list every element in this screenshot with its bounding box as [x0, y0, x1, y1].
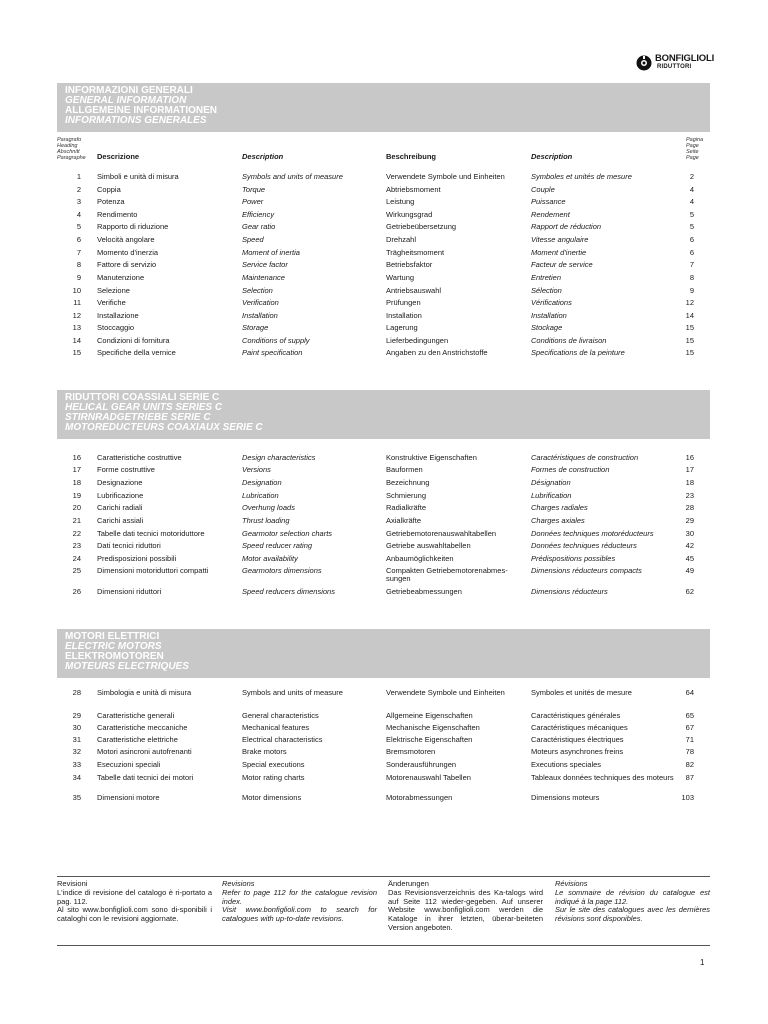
toc-description-en: Moment of inertia [242, 248, 300, 257]
toc-description-fr: Couple [531, 185, 555, 194]
toc-description-en: Designation [242, 478, 282, 487]
toc-page-number: 29 [685, 516, 694, 525]
toc-description-fr: Facteur de service [531, 260, 593, 269]
page-header-it: Pagina [686, 137, 704, 143]
toc-row [57, 504, 710, 517]
toc-page-number: 4 [689, 197, 694, 206]
toc-description-it: Caratteristiche meccaniche [97, 723, 188, 732]
toc-description-en: Mechanical features [242, 723, 310, 732]
toc-description-de: Radialkräfte [386, 503, 427, 512]
paragraph-header-en: Heading [57, 143, 78, 149]
toc-page-number: 49 [685, 566, 694, 575]
toc-row [57, 198, 710, 211]
toc-description-fr: Executions speciales [531, 760, 602, 769]
revisions-heading-de: Änderungen [388, 879, 429, 888]
toc-paragraph-number: 3 [76, 197, 81, 206]
toc-page-number: 15 [685, 323, 694, 332]
toc-description-en: Power [242, 197, 264, 206]
toc-page-number: 5 [689, 222, 694, 231]
section-title-de: ELEKTROMOTOREN [65, 651, 164, 662]
toc-description-it: Manutenzione [97, 273, 145, 282]
toc-description-de: Getriebeübersetzung [386, 222, 457, 231]
toc-description-fr: Caractéristiques mécaniques [531, 723, 628, 732]
toc-row [57, 794, 710, 807]
toc-paragraph-number: 31 [72, 735, 81, 744]
toc-description-de: Motorenauswahl Tabellen [386, 773, 471, 782]
page-number: 1 [700, 958, 705, 967]
toc-paragraph-number: 25 [72, 566, 81, 575]
revisions-de [388, 880, 543, 933]
toc-paragraph-number: 14 [72, 336, 81, 345]
toc-page-number: 67 [685, 723, 694, 732]
toc-description-fr: Symboles et unités de mesure [531, 688, 632, 697]
section-title-en: ELECTRIC MOTORS [65, 641, 162, 652]
section-title-en: GENERAL INFORMATION [65, 95, 187, 106]
paragraph-header-fr: Paragraphe [57, 155, 86, 161]
toc-description-it: Condizioni di fornitura [97, 336, 170, 345]
brand-sub: RIDUTTORI [657, 64, 692, 70]
revisions-text-en-2: Visit www.bonfiglioli.com to search for catalogues with up-to-date revisions. [222, 905, 377, 924]
toc-description-en: Conditions of supply [242, 336, 310, 345]
toc-row [57, 274, 710, 287]
toc-page-number: 18 [685, 478, 694, 487]
toc-page-number: 30 [685, 529, 694, 538]
toc-paragraph-number: 21 [72, 516, 81, 525]
toc-description-fr: Caractéristiques générales [531, 711, 621, 720]
toc-description-it: Designazione [97, 478, 143, 487]
toc-description-fr: Données techniques réducteurs [531, 541, 637, 550]
toc-description-it: Potenza [97, 197, 125, 206]
toc-description-it: Motori asincroni autofrenanti [97, 747, 192, 756]
toc-description-it: Forme costruttive [97, 465, 155, 474]
toc-description-de: Installation [386, 311, 422, 320]
toc-paragraph-number: 34 [72, 773, 81, 782]
toc-description-en: Speed [242, 235, 264, 244]
toc-description-fr: Vérifications [531, 298, 572, 307]
toc-description-en: Efficiency [242, 210, 275, 219]
toc-description-en: General characteristics [242, 711, 319, 720]
toc-description-fr: Conditions de livraison [531, 336, 607, 345]
toc-paragraph-number: 30 [72, 723, 81, 732]
toc-paragraph-number: 11 [73, 298, 81, 307]
toc-paragraph-number: 16 [72, 453, 81, 462]
toc-description-fr: Caractéristiques électriques [531, 735, 624, 744]
toc-description-en: Design characteristics [242, 453, 316, 462]
revisions-text-fr-2: Sur le site des catalogues avec les dernières révisions sont disponibles. [555, 905, 710, 924]
toc-description-it: Carichi radiali [97, 503, 143, 512]
toc-page-number: 5 [689, 210, 694, 219]
toc-description-fr: Symboles et unités de mesure [531, 172, 632, 181]
toc-paragraph-number: 29 [72, 711, 81, 720]
toc-paragraph-number: 17 [72, 465, 81, 474]
toc-description-de: Bezeichnung [386, 478, 430, 487]
toc-page-number: 65 [685, 711, 694, 720]
revisions-bottom-rule [57, 945, 710, 946]
toc-description-en: Lubrication [242, 491, 279, 500]
toc-paragraph-number: 23 [72, 541, 81, 550]
toc-description-en: Motor availability [242, 554, 298, 563]
toc-description-fr: Rapport de réduction [531, 222, 602, 231]
toc-description-it: Rapporto di riduzione [97, 222, 169, 231]
toc-description-en: Torque [242, 185, 266, 194]
toc-page-number: 28 [685, 503, 694, 512]
toc-description-en: Verification [242, 298, 279, 307]
toc-description-fr: Sélection [531, 286, 562, 295]
section-title-it: INFORMAZIONI GENERALI [65, 85, 193, 96]
toc-page-number: 17 [685, 465, 694, 474]
toc-description-de: Betriebsfaktor [386, 260, 433, 269]
toc-description-en: Brake motors [242, 747, 287, 756]
toc-description-de: Lieferbedingungen [386, 336, 449, 345]
toc-paragraph-number: 6 [76, 235, 81, 244]
revisions-text-fr-1: Le sommaire de révision du catalogue est indiqué à la page 112. [555, 887, 710, 906]
toc-paragraph-number: 5 [76, 222, 81, 231]
toc-row [57, 689, 710, 702]
toc-description-de: Prüfungen [386, 298, 421, 307]
paragraph-header-de: Abschnitt [57, 149, 80, 155]
revisions-it [57, 880, 212, 924]
toc-description-de: Anbaumöglichkeiten [386, 554, 454, 563]
column-header-it: Descrizione [97, 152, 140, 161]
toc-description-de: Verwendete Symbole und Einheiten [386, 688, 505, 697]
brand-logo [636, 53, 714, 73]
toc-paragraph-number: 1 [76, 172, 81, 181]
brand-name: BONFIGLIOLI [655, 53, 715, 64]
toc-description-de: Schmierung [386, 491, 427, 500]
toc-paragraph-number: 7 [76, 248, 81, 257]
toc-description-de: Antriebsauswahl [386, 286, 442, 295]
toc-description-it: Carichi assiali [97, 516, 144, 525]
toc-description-fr: Formes de construction [531, 465, 610, 474]
toc-page-number: 15 [685, 348, 694, 357]
toc-row [57, 261, 710, 274]
toc-description-it: Tabelle dati tecnici motoriduttore [97, 529, 205, 538]
toc-description-it: Verifiche [97, 298, 126, 307]
toc-row [57, 299, 710, 312]
toc-paragraph-number: 8 [76, 260, 81, 269]
toc-description-en: Service factor [242, 260, 288, 269]
toc-description-it: Rendimento [97, 210, 138, 219]
toc-description-de: Motorabmessungen [386, 793, 453, 802]
toc-page-number: 8 [689, 273, 694, 282]
toc-row [57, 588, 710, 601]
toc-description-en: Electrical characteristics [242, 735, 323, 744]
column-header-de: Beschreibung [386, 152, 437, 161]
section-title-fr: MOTOREDUCTEURS COAXIAUX SERIE C [65, 422, 263, 433]
toc-description-en: Overhung loads [242, 503, 295, 512]
toc-description-en: Speed reducer rating [242, 541, 313, 550]
toc-paragraph-number: 4 [76, 210, 81, 219]
toc-description-en: Paint specification [242, 348, 303, 357]
toc-description-en: Symbols and units of measure [242, 688, 343, 697]
toc-description-fr: Entretien [531, 273, 562, 282]
toc-description-en: Speed reducers dimensions [242, 587, 335, 596]
toc-description-de: Compakten Getriebemotorenabmes-sungen [386, 566, 508, 583]
toc-description-it: Coppia [97, 185, 121, 194]
toc-description-it: Momento d'inerzia [97, 248, 159, 257]
toc-description-de: Konstruktive Eigenschaften [386, 453, 477, 462]
toc-description-fr: Dimensions réducteurs [531, 587, 608, 596]
toc-description-it: Specifiche della vernice [97, 348, 176, 357]
toc-description-en: Symbols and units of measure [242, 172, 343, 181]
revisions-text-de-1: Das Revisionsverzeichnis des Ka-talogs wird auf Seite 112 wieder-gegeben. Auf unserer Website www.bonfiglioli.com werden die Kataloge in ihrer letzten, überar-beiteten Version angeboten. [388, 887, 543, 932]
section-banner-general [57, 83, 710, 132]
column-header-fr: Description [531, 152, 573, 161]
revisions-heading-it: Revisioni [57, 879, 88, 888]
toc-description-it: Simboli e unità di misura [97, 172, 179, 181]
toc-description-en: Selection [242, 286, 273, 295]
toc-paragraph-number: 28 [72, 688, 81, 697]
toc-description-fr: Caractéristiques de construction [531, 453, 639, 462]
toc-description-de: Mechanische Eigenschaften [386, 723, 480, 732]
toc-paragraph-number: 33 [72, 760, 81, 769]
revisions-top-rule [57, 876, 710, 877]
toc-page-number: 45 [685, 554, 694, 563]
toc-description-de: Bremsmotoren [386, 747, 436, 756]
toc-row [57, 466, 710, 479]
toc-page-number: 62 [685, 587, 694, 596]
toc-description-it: Dimensioni motore [97, 793, 160, 802]
toc-description-fr: Charges radiales [531, 503, 588, 512]
toc-page-number: 82 [685, 760, 694, 769]
toc-description-it: Caratteristiche generali [97, 711, 175, 720]
toc-description-fr: Installation [531, 311, 567, 320]
section-title-it: MOTORI ELETTRICI [65, 631, 160, 642]
toc-page-number: 23 [685, 491, 694, 500]
toc-row [57, 566, 710, 583]
toc-paragraph-number: 12 [72, 311, 81, 320]
toc-description-en: Gear ratio [242, 222, 276, 231]
toc-description-it: Simbologia e unità di misura [97, 688, 192, 697]
toc-description-de: Allgemeine Eigenschaften [386, 711, 473, 720]
toc-description-fr: Dimensions réducteurs compacts [531, 566, 642, 575]
toc-description-it: Tabelle dati tecnici dei motori [97, 773, 194, 782]
toc-paragraph-number: 13 [72, 323, 81, 332]
toc-page-number: 64 [685, 688, 694, 697]
toc-paragraph-number: 18 [72, 478, 81, 487]
toc-paragraph-number: 32 [72, 747, 81, 756]
toc-description-de: Getriebemotorenauswahltabellen [386, 529, 497, 538]
toc-page-number: 42 [685, 541, 694, 550]
toc-row [57, 479, 710, 492]
toc-description-fr: Rendement [531, 210, 570, 219]
toc-row [57, 173, 710, 186]
toc-description-de: Sonderausführungen [386, 760, 457, 769]
section-title-fr: INFORMATIONS GENERALES [65, 115, 207, 126]
toc-description-de: Lagerung [386, 323, 418, 332]
toc-description-de: Axialkräfte [386, 516, 422, 525]
toc-paragraph-number: 22 [72, 529, 81, 538]
toc-description-fr: Prédispositions possibles [531, 554, 616, 563]
toc-page-number: 78 [685, 747, 694, 756]
toc-description-fr: Lubrification [531, 491, 572, 500]
toc-description-de: Getriebeabmessungen [386, 587, 462, 596]
toc-description-it: Predisposizioni possibili [97, 554, 177, 563]
toc-description-de: Drehzahl [386, 235, 417, 244]
toc-description-en: Gearmotors dimensions [242, 566, 322, 575]
page-header-de: Seite [686, 149, 699, 155]
toc-paragraph-number: 10 [72, 286, 81, 295]
toc-page-number: 6 [689, 235, 694, 244]
toc-description-en: Storage [242, 323, 269, 332]
toc-description-en: Special executions [242, 760, 305, 769]
toc-row [57, 774, 710, 787]
toc-page-number: 71 [685, 735, 694, 744]
toc-description-de: Trägheitsmoment [386, 248, 445, 257]
toc-page-number: 2 [689, 172, 694, 181]
toc-paragraph-number: 26 [72, 587, 81, 596]
toc-description-en: Gearmotor selection charts [242, 529, 333, 538]
toc-description-de: Elektrische Eigenschaften [386, 735, 473, 744]
toc-description-fr: Puissance [531, 197, 566, 206]
toc-description-it: Fattore di servizio [97, 260, 157, 269]
toc-description-it: Lubrificazione [97, 491, 144, 500]
toc-description-de: Abtriebsmoment [386, 185, 441, 194]
paragraph-header [57, 137, 86, 161]
revisions-text-it-1: L'indice di revisione del catalogo è ri-portato a pag. 112. [57, 887, 212, 906]
toc-description-fr: Dimensions moteurs [531, 793, 600, 802]
toc-description-it: Dimensioni riduttori [97, 587, 162, 596]
toc-paragraph-number: 2 [76, 185, 81, 194]
toc-description-fr: Charges axiales [531, 516, 585, 525]
toc-description-it: Dati tecnici riduttori [97, 541, 161, 550]
toc-paragraph-number: 20 [72, 503, 81, 512]
section-banner-motors [57, 629, 710, 678]
section-title-it: RIDUTTORI COASSIALI SERIE C [65, 392, 220, 403]
revisions-text-it-2: Al sito www.bonfiglioli.com sono di-sponibili i cataloghi con le revisioni aggiornate. [57, 905, 212, 924]
toc-row [57, 349, 710, 362]
toc-paragraph-number: 15 [72, 348, 81, 357]
toc-description-it: Dimensioni motoriduttori compatti [97, 566, 209, 575]
bonfiglioli-logo-icon [636, 55, 652, 71]
toc-paragraph-number: 24 [72, 554, 81, 563]
toc-description-it: Installazione [97, 311, 139, 320]
toc-page-number: 15 [685, 336, 694, 345]
toc-description-de: Wartung [386, 273, 415, 282]
section-title-fr: MOTEURS ELECTRIQUES [65, 661, 189, 672]
toc-page-number: 6 [689, 248, 694, 257]
toc-page-number: 9 [689, 286, 694, 295]
toc-page-number: 16 [685, 453, 694, 462]
toc-description-it: Velocità angolare [97, 235, 155, 244]
toc-page-number: 87 [685, 773, 694, 782]
toc-description-fr: Désignation [531, 478, 571, 487]
toc-description-de: Angaben zu den Anstrichstoffe [386, 348, 488, 357]
toc-paragraph-number: 19 [72, 491, 81, 500]
toc-description-it: Esecuzioni speciali [97, 760, 161, 769]
paragraph-header-it: Paragrafo [57, 137, 82, 143]
toc-description-de: Leistung [386, 197, 415, 206]
toc-paragraph-number: 9 [76, 273, 81, 282]
section-banner-helical [57, 390, 710, 439]
page-header-en: Page [686, 143, 699, 149]
revisions-heading-fr: Révisions [555, 879, 588, 888]
page-header [686, 137, 703, 161]
toc-description-it: Caratteristiche costruttive [97, 453, 182, 462]
revisions-en [222, 880, 377, 924]
toc-description-de: Verwendete Symbole und Einheiten [386, 172, 505, 181]
toc-description-fr: Vitesse angulaire [531, 235, 589, 244]
toc-page-number: 14 [685, 311, 694, 320]
toc-description-it: Stoccaggio [97, 323, 135, 332]
toc-description-de: Bauformen [386, 465, 423, 474]
toc-description-fr: Moment d'inertie [531, 248, 587, 257]
toc-description-en: Maintenance [242, 273, 285, 282]
toc-row [57, 223, 710, 236]
toc-description-it: Selezione [97, 286, 130, 295]
toc-description-en: Motor rating charts [242, 773, 305, 782]
toc-description-fr: Stockage [531, 323, 563, 332]
revisions-heading-en: Revisions [222, 879, 255, 888]
column-header-en: Description [242, 152, 284, 161]
toc-description-de: Wirkungsgrad [386, 210, 433, 219]
toc-description-fr: Moteurs asynchrones freins [531, 747, 624, 756]
toc-paragraph-number: 35 [72, 793, 81, 802]
toc-description-de: Getriebe auswahltabellen [386, 541, 471, 550]
toc-page-number: 4 [689, 185, 694, 194]
revisions-fr [555, 880, 710, 924]
toc-page-number: 103 [681, 793, 694, 802]
toc-page-number: 12 [685, 298, 694, 307]
section-title-de: ALLGEMEINE INFORMATIONEN [65, 105, 218, 116]
toc-description-fr: Données techniques motoréducteurs [531, 529, 654, 538]
toc-description-fr: Tableaux données techniques des moteurs [531, 773, 674, 782]
toc-description-en: Versions [242, 465, 271, 474]
toc-page-number: 7 [689, 260, 694, 269]
toc-description-fr: Specifications de la peinture [531, 348, 625, 357]
toc-description-en: Motor dimensions [242, 793, 302, 802]
section-title-en: HELICAL GEAR UNITS SERIES C [65, 402, 223, 413]
page-header-fr: Page [686, 155, 699, 161]
section-title-de: STIRNRADGETRIEBE SERIE C [65, 412, 211, 423]
revisions-text-en-1: Refer to page 112 for the catalogue revision index. [222, 887, 377, 906]
toc-description-it: Caratteristiche elettriche [97, 735, 178, 744]
toc-description-en: Thrust loading [242, 516, 290, 525]
toc-description-en: Installation [242, 311, 278, 320]
